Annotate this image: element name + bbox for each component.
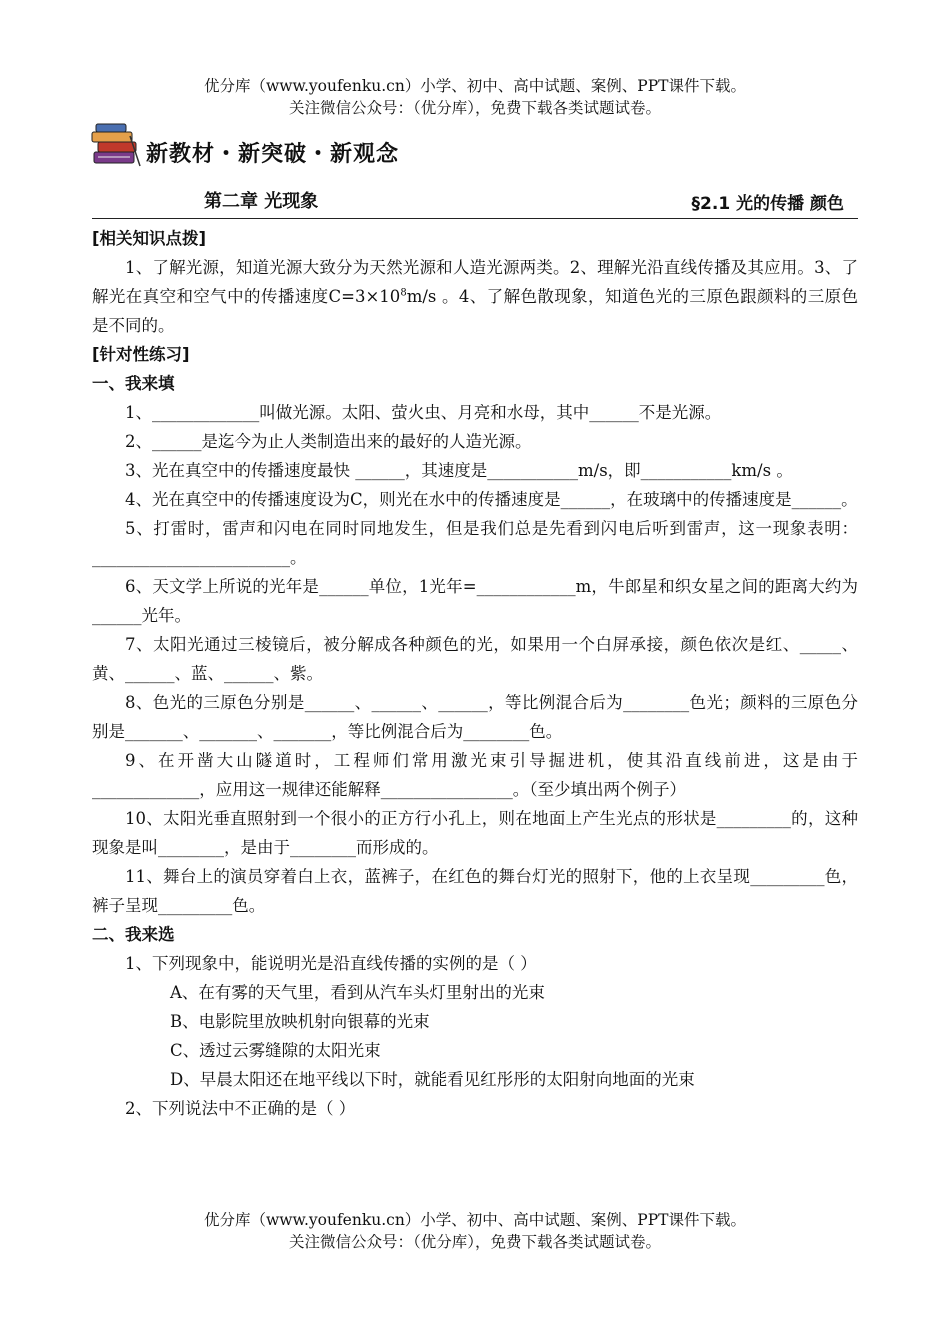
page-header [0, 75, 950, 119]
fill-question-6: 6、天文学上所说的光年是______单位，1光年=____________m，牛郎星和织女星之间的距离大约为______光年。 [92, 577, 858, 625]
practice-heading: [针对性练习] [92, 345, 190, 364]
choice-question-1: 1、下列现象中，能说明光是沿直线传播的实例的是（ ） [125, 954, 537, 973]
worksheet-body [92, 224, 858, 1123]
choice-question-2: 2、下列说法中不正确的是（ ） [125, 1099, 356, 1118]
footer-line-2: 关注微信公众号：（优分库），免费下载各类试题试卷。 [288, 1233, 661, 1251]
page-footer [0, 1209, 950, 1253]
choice-option-b: B、电影院里放映机射向银幕的光束 [170, 1012, 430, 1031]
knowledge-text: 1、了解光源，知道光源大致分为天然光源和人造光源两类。2、理解光沿直线传播及其应用。3、了解光在真空和空气中的传播速度$C=3\times 10^8m/s$ 。4、了解色散现象，知道色光的三原色跟颜料的三原色是不同的。 [92, 258, 858, 335]
banner [90, 122, 399, 168]
chapter-title: 第二章 光现象 [204, 191, 319, 212]
fill-question-2: 2、______是迄今为止人类制造出来的最好的人造光源。 [125, 432, 532, 451]
choice-option-c: C、透过云雾缝隙的太阳光束 [170, 1041, 381, 1060]
fill-question-9: 9、在开凿大山隧道时，工程师们常用激光束引导掘进机，使其沿直线前进，这是由于_____________，应用这一规律还能解释________________。（至少填出两个例子） [92, 751, 858, 799]
footer-line-1: 优分库（www.youfenku.cn）小学、初中、高中试题、案例、PPT课件下载。 [203, 1211, 747, 1229]
fill-question-1: 1、_____________叫做光源。太阳、萤火虫、月亮和水母，其中______不是光源。 [125, 403, 722, 422]
fill-question-3: 3、光在真空中的传播速度最快 ______，其速度是___________m/s，即___________km/s 。 [125, 461, 793, 480]
fill-question-8: 8、色光的三原色分别是______、______、______，等比例混合后为________色光；颜料的三原色分别是_______、_______、_______，等比例混合后为________色。 [92, 693, 858, 741]
books-icon [90, 122, 142, 168]
fill-question-11: 11、舞台上的演员穿着白上衣，蓝裤子，在红色的舞台灯光的照射下，他的上衣呈现_________色，裤子呈现_________色。 [92, 867, 858, 915]
fill-question-5: 5、打雷时，雷声和闪电在同时同地发生，但是我们总是先看到闪电后听到雷声，这一现象表明：________________________。 [92, 519, 858, 567]
section-title: §2.1 光的传播 颜色 [691, 194, 844, 214]
fill-question-7: 7、太阳光通过三棱镜后，被分解成各种颜色的光，如果用一个白屏承接，颜色依次是红、_____、黄、______、蓝、______、紫。 [92, 635, 858, 683]
chapter-bar [92, 186, 858, 219]
knowledge-heading: [相关知识点拨] [92, 229, 207, 248]
header-line-1: 优分库（www.youfenku.cn）小学、初中、高中试题、案例、PPT课件下载。 [203, 77, 747, 95]
fill-question-10: 10、太阳光垂直照射到一个很小的正方行小孔上，则在地面上产生光点的形状是_________的，这种现象是叫________，是由于________而形成的。 [92, 809, 858, 857]
part2-heading: 二、我来选 [92, 925, 175, 944]
choice-option-a: A、在有雾的天气里，看到从汽车头灯里射出的光束 [170, 983, 545, 1002]
fill-question-4: 4、光在真空中的传播速度设为C，则光在水中的传播速度是______，在玻璃中的传播速度是______。 [125, 490, 858, 509]
banner-slogan: 新教材・新突破・新观念 [146, 141, 400, 167]
header-line-2: 关注微信公众号：（优分库），免费下载各类试题试卷。 [288, 99, 661, 117]
choice-option-d: D、早晨太阳还在地平线以下时，就能看见红彤彤的太阳射向地面的光束 [170, 1070, 695, 1089]
part1-heading: 一、我来填 [92, 374, 175, 393]
